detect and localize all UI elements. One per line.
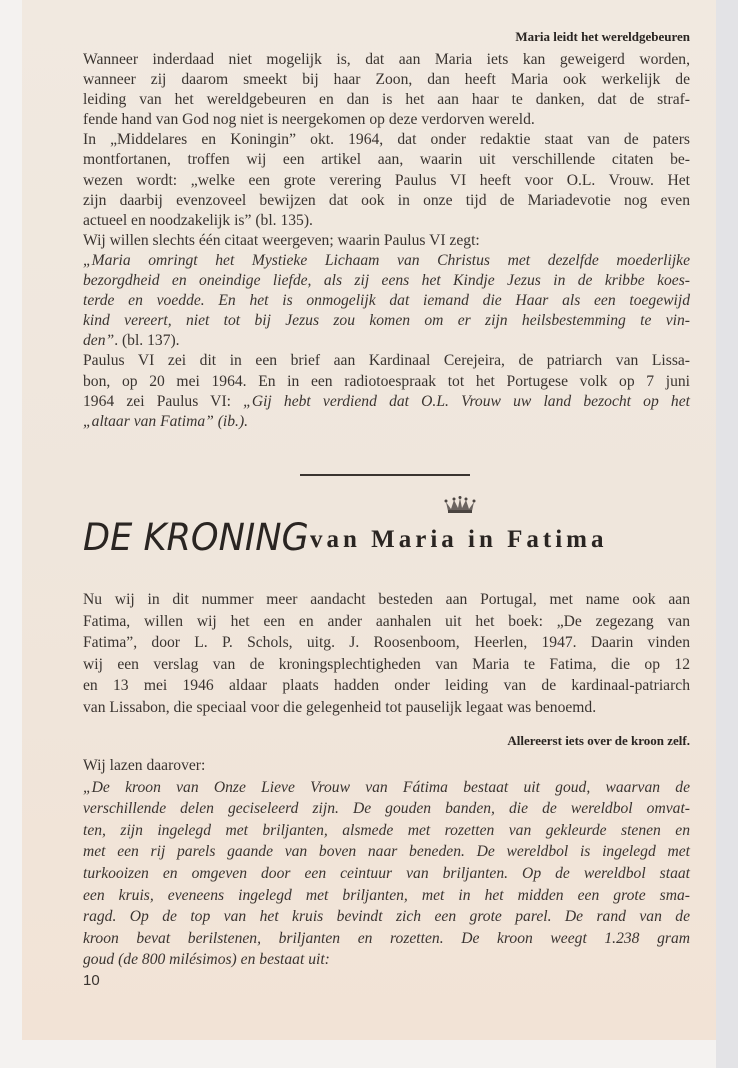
text-segment: Wanneer inderdaad niet mogelijk is, dat aan Maria iets kan geweigerd worden, (83, 51, 690, 68)
section-crown-description (83, 755, 690, 971)
text-segment: „Maria omringt het Mystieke Lichaam van Christus met dezelfde moederlijke (83, 251, 690, 269)
section-divider (300, 474, 470, 476)
paragraph (83, 755, 690, 777)
text-line (83, 392, 690, 412)
text-segment: ten, zijn ingelegd met briljanten, alsmede met rozetten van gekleurde stenen en (83, 821, 690, 839)
text-segment: „altaar van Fatima” (ib.). (83, 412, 249, 430)
text-segment: een kruis, eveneens ingelegd met briljanten, met in het midden een grote sma- (83, 886, 690, 904)
text-line (83, 191, 690, 211)
text-segment: „Gij hebt verdiend dat O.L. Vrouw uw land bezocht op het (243, 392, 690, 410)
paragraph (83, 251, 690, 351)
text-segment: terde en voedde. En het is onmogelijk dat iemand die Haar als een toegewijd (83, 292, 690, 310)
section-intro (83, 589, 690, 719)
text-segment: bon, op 20 mei 1964. En in een radiotoespraak tot het Portugese volk op 7 juni (83, 372, 690, 390)
text-segment: 1964 zei Paulus VI: (83, 392, 244, 410)
text-segment: kroon bevat berilstenen, briljanten en rozetten. De kroon weegt 1.238 gram (83, 929, 690, 947)
text-segment: wanneer zij daarom smeekt bij haar Zoon, dan heeft Maria ook werkelijk de (83, 71, 690, 89)
text-line (83, 271, 690, 291)
subheading: Allereerst iets over de kroon zelf. (507, 733, 690, 748)
text-segment: goud (de 800 milésimos) en bestaat uit: (83, 951, 330, 969)
text-segment: turkooizen en omgeven door een ceintuur van briljanten. Op de wereldbol staat (83, 864, 690, 882)
text-segment: Wij lazen daarover: (83, 757, 206, 774)
text-segment: zijn daarbij evenzoveel bewijzen dat ook in onze tijd de Mariadevotie nog even (83, 191, 690, 209)
text-segment: In „Middelares en Koningin” okt. 1964, dat onder redaktie staat van de paters (83, 131, 690, 149)
text-segment: en 13 mei 1946 aldaar plaats hadden onder leiding van de kardinaal-patriarch (83, 677, 690, 695)
text-line (83, 372, 690, 392)
text-segment: Nu wij in dit nummer meer aandacht besteden aan Portugal, met name ook aan (83, 591, 690, 608)
heading-script-part: DE KRONING (83, 516, 309, 559)
text-segment: Fatima, willen wij het een en ander aanhalen uit het boek: „De zegezang van (83, 612, 690, 630)
text-line (83, 841, 690, 863)
paragraph (83, 351, 690, 431)
text-line (83, 412, 690, 432)
text-segment: montfortanen, troffen wij een artikel aan, waarin uit verschillende citaten be- (83, 151, 690, 169)
text-line (83, 311, 690, 331)
text-segment: den” (83, 332, 115, 350)
text-line (83, 755, 690, 777)
text-line (83, 351, 690, 371)
crown-icon (443, 496, 477, 514)
text-segment: Wij willen slechts één citaat weergeven; waarin Paulus VI zegt: (83, 231, 480, 249)
text-segment: verschillende delen geciseleerd zijn. De gouden banden, die de wereldbol omvat- (83, 800, 690, 818)
heading-bold-part: van Maria in Fatima (310, 526, 608, 553)
text-line (83, 231, 690, 251)
text-line (83, 697, 690, 719)
text-line (83, 885, 690, 907)
text-segment: leiding van het wereldgebeuren en dan is het aan haar te danken, dat de straf- (83, 91, 690, 109)
text-line (83, 906, 690, 928)
text-segment: kind vereert, niet tot bij Jezus zou komen om er zijn heilsbestemming te vin- (83, 312, 690, 330)
text-line (83, 211, 690, 231)
text-segment: van Lissabon, die speciaal voor die gelegenheid tot pauselijk legaat was benoemd. (83, 698, 597, 716)
text-segment: Paulus VI zei dit in een brief aan Kardinaal Cerejeira, de patriarch van Lissa- (83, 352, 690, 370)
text-segment: Fatima”, door L. P. Schols, uitg. J. Roosenboom, Heerlen, 1947. Daarin vinden (83, 634, 690, 652)
text-segment: ragd. Op de top van het kruis bevindt zich een grote parel. De rand van de (83, 908, 690, 926)
text-line (83, 928, 690, 950)
text-line (83, 331, 690, 351)
text-line (83, 150, 690, 170)
page-number: 10 (83, 972, 100, 989)
text-line (83, 949, 690, 971)
paragraph (83, 231, 690, 251)
paragraph (83, 50, 690, 130)
text-line (83, 798, 690, 820)
running-head: Maria leidt het wereldgebeuren (515, 29, 690, 44)
text-segment: bezorgdheid en oneindige liefde, als zij eens het Kindje Jezus in de kribbe koes- (83, 272, 690, 290)
text-line (83, 251, 690, 271)
scan-margin (716, 0, 738, 1068)
text-segment: „De kroon van Onze Lieve Vrouw van Fátima bestaat uit goud, waarvan de (83, 778, 690, 796)
text-line (83, 130, 690, 150)
text-segment: . (bl. 137). (114, 332, 180, 350)
text-line (83, 110, 690, 130)
text-line (83, 632, 690, 654)
paragraph (83, 777, 690, 971)
text-line (83, 777, 690, 799)
text-line (83, 291, 690, 311)
text-segment: fende hand van God nog niet is neergekomen op deze verdorven wereld. (83, 111, 535, 129)
text-line (83, 171, 690, 191)
text-line (83, 675, 690, 697)
text-segment: wij een verslag van de kroningsplechtigheden van Maria te Fatima, die op 12 (83, 655, 690, 673)
text-line (83, 70, 690, 90)
text-line (83, 50, 690, 70)
text-line (83, 654, 690, 676)
text-line (83, 611, 690, 633)
text-line (83, 820, 690, 842)
text-line (83, 863, 690, 885)
paragraph (83, 589, 690, 719)
section-pope-quote (83, 50, 690, 432)
text-line (83, 589, 690, 611)
text-segment: actueel en noodzakelijk is” (bl. 135). (83, 211, 313, 229)
text-segment: met een rij parels gaande van boven naar beneden. De wereldbol is ingelegd met (83, 843, 690, 861)
text-line (83, 90, 690, 110)
paragraph (83, 130, 690, 230)
text-segment: wezen wordt: „welke een grote verering Paulus VI heeft voor O.L. Vrouw. Het (83, 171, 690, 189)
